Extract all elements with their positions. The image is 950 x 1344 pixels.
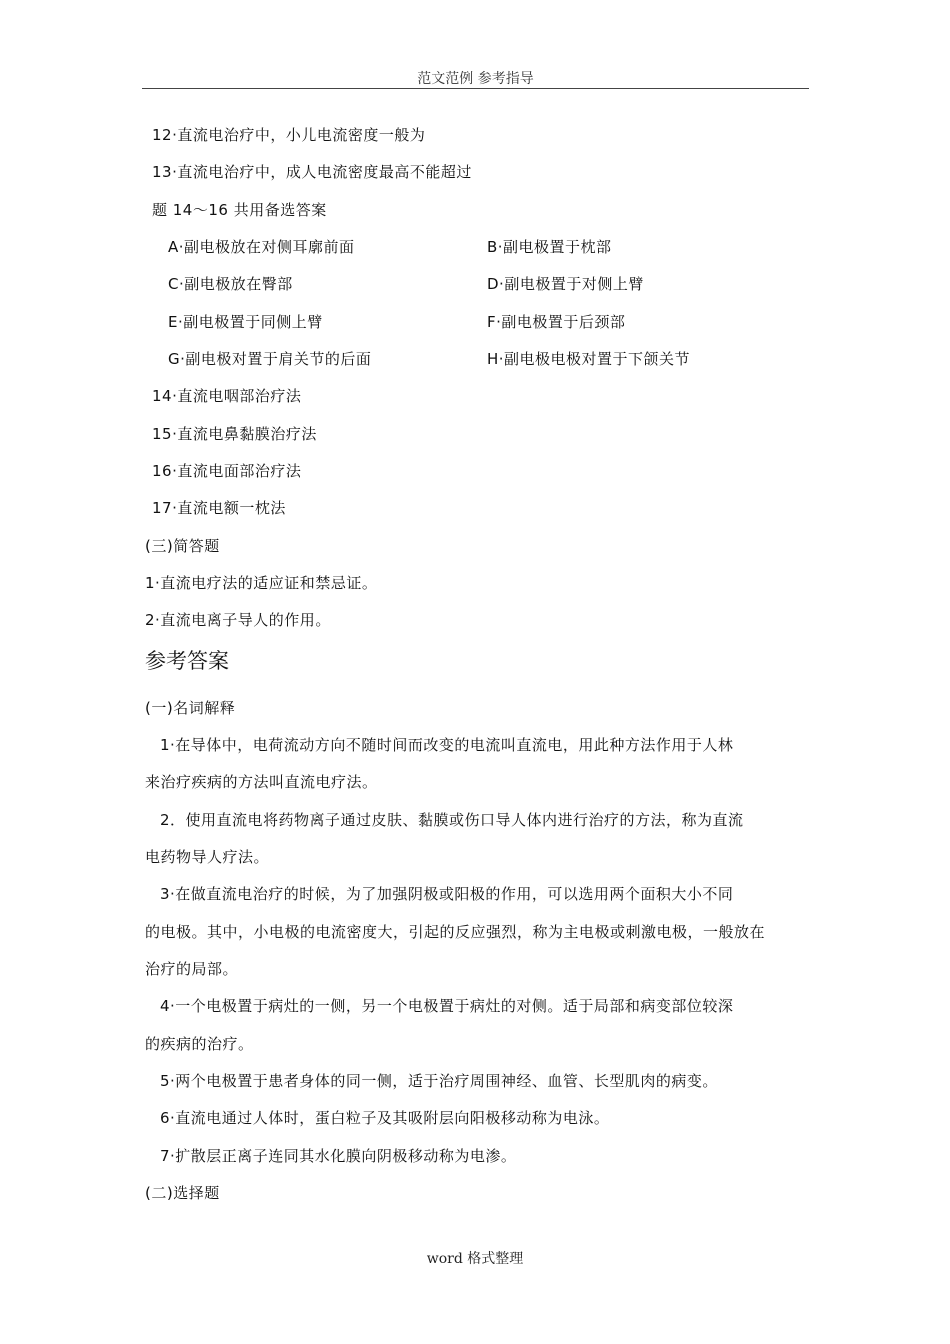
short-answer-1: 1·直流电疗法的适应证和禁忌证。 <box>145 574 378 592</box>
answer-line: 的疾病的治疗。 <box>145 1035 254 1053</box>
option-b: B·副电极置于枕部 <box>487 238 612 256</box>
question-16: 16·直流电面部治疗法 <box>152 462 302 480</box>
answer-line: 来治疗疾病的方法叫直流电疗法。 <box>145 773 378 791</box>
option-a: A·副电极放在对侧耳廓前面 <box>168 238 355 256</box>
answer-line: 3·在做直流电治疗的时候，为了加强阴极或阳极的作用，可以选用两个面积大小不同 <box>160 885 734 903</box>
answer-line: 5·两个电极置于患者身体的同一侧，适于治疗周围神经、血管、长型肌肉的病变。 <box>160 1072 718 1090</box>
section-1-title: (一)名词解释 <box>145 699 236 717</box>
question-13: 13·直流电治疗中，成人电流密度最高不能超过 <box>152 163 472 181</box>
option-d: D·副电极置于对侧上臂 <box>487 275 644 293</box>
answer-line: 的电极。其中，小电极的电流密度大，引起的反应强烈，称为主电极或刺激电极，一般放在 <box>145 923 766 941</box>
section-2-title: (二)选择题 <box>145 1184 220 1202</box>
question-12: 12·直流电治疗中，小儿电流密度一般为 <box>152 126 426 144</box>
answer-line: 4·一个电极置于病灶的一侧，另一个电极置于病灶的对侧。适于局部和病变部位较深 <box>160 997 734 1015</box>
answer-line: 治疗的局部。 <box>145 960 239 978</box>
answer-line: 2．使用直流电将药物离子通过皮肤、黏膜或伤口导人体内进行治疗的方法，称为直流 <box>160 811 744 829</box>
page-header: 范文范例 参考指导 <box>417 71 534 87</box>
question-17: 17·直流电额一枕法 <box>152 499 286 517</box>
group-intro: 题 14～16 共用备选答案 <box>152 201 327 219</box>
answer-line: 6·直流电通过人体时，蛋白粒子及其吸附层向阳极移动称为电泳。 <box>160 1109 610 1127</box>
option-c: C·副电极放在臀部 <box>168 275 293 293</box>
option-f: F·副电极置于后颈部 <box>487 313 626 331</box>
answers-heading: 参考答案 <box>145 649 229 673</box>
short-answer-2: 2·直流电离子导人的作用。 <box>145 611 331 629</box>
answer-line: 1·在导体中，电荷流动方向不随时间而改变的电流叫直流电，用此种方法作用于人林 <box>160 736 734 754</box>
option-h: H·副电极电极对置于下颌关节 <box>487 350 691 368</box>
section-3-title: (三)简答题 <box>145 537 220 555</box>
option-g: G·副电极对置于肩关节的后面 <box>168 350 372 368</box>
option-e: E·副电极置于同侧上臂 <box>168 313 323 331</box>
header-rule <box>142 88 809 89</box>
question-15: 15·直流电鼻黏膜治疗法 <box>152 425 317 443</box>
page-footer: word 格式整理 <box>426 1251 524 1267</box>
question-14: 14·直流电咽部治疗法 <box>152 387 302 405</box>
answer-line: 电药物导人疗法。 <box>145 848 270 866</box>
answer-line: 7·扩散层正离子连同其水化膜向阴极移动称为电渗。 <box>160 1147 517 1165</box>
